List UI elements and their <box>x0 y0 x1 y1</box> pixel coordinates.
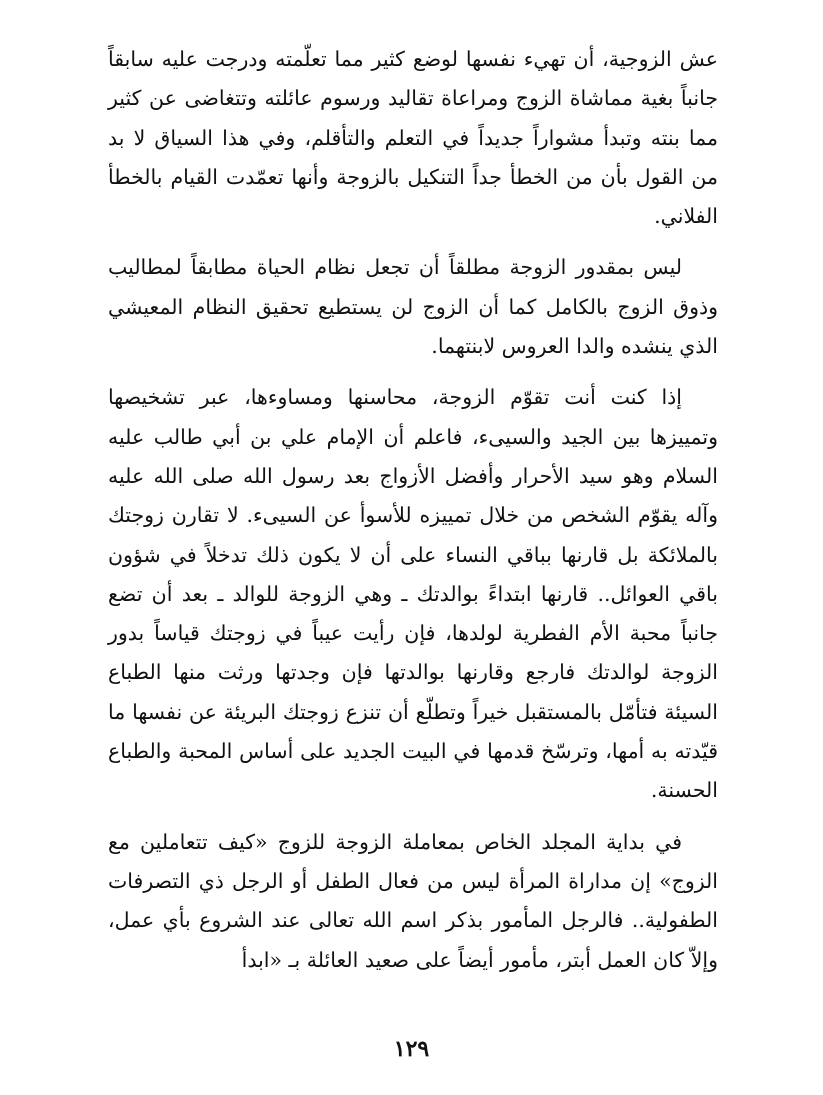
paragraph-2: ليس بمقدور الزوجة مطلقاً أن تجعل نظام الحياة مطابقاً لمطاليب وذوق الزوج بالكامل كما أن الزوج لن يستطيع تحقيق النظام المعيشي الذي ينشده والدا العروس لابنتهما. <box>108 255 718 359</box>
body-text <box>108 40 718 992</box>
page-number: ١٢٩ <box>393 1036 430 1062</box>
paragraph-continuation: عش الزوجية، أن تهيء نفسها لوضع كثير مما تعلّمته ودرجت عليه سابقاً جانباً بغية مماشاة الزوج ومراعاة تقاليد ورسوم عائلته وتتغاضى عن كثير مما بنته وتبدأ مشواراً جديداً في التعلم والتأقلم، وفي هذا السياق لا بد من القول بأن من الخطأ جداً التنكيل بالزوجة وأنها تعمّدت القيام بالخطأ الفلاني. <box>108 47 718 229</box>
paragraph-3: إذا كنت أنت تقوّم الزوجة، محاسنها ومساوءها، عبر تشخيصها وتمييزها بين الجيد والسيىء، فاعلم أن الإمام علي بن أبي طالب عليه السلام وهو سيد الأحرار وأفضل الأزواج بعد رسول الله صلى الله عليه وآله يقوّم الشخص من خلال تمييزه للأسوأ عن السيىء. لا تقارن زوجتك بالملائكة بل قارنها بباقي النساء على أن لا يكون ذلك تدخلاً في شؤون باقي العوائل.. قارنها ابتداءً بوالدتك ـ وهي الزوجة للوالد ـ بعد أن تضع جانباً محبة الأم الفطرية لولدها، فإن رأيت عيباً في زوجتك قياساً بدور الزوجة لوالدتك فارجع وقارنها بوالدتها فإن وجدتها ورثت منها الطباع السيئة فتأمّل بالمستقبل خيراً وتطلّع أن تنزع زوجتك البريئة عن نفسها ما قيّدته به أمها، وترسّخ قدمها في البيت الجديد على أساس المحبة والطباع الحسنة. <box>108 385 718 803</box>
paragraph-4: في بداية المجلد الخاص بمعاملة الزوجة للزوج «كيف تتعاملين مع الزوج» إن مداراة المرأة ليس من فعال الطفل أو الرجل ذي التصرفات الطفولية.. فالرجل المأمور بذكر اسم الله تعالى عند الشروع بأي عمل، وإلاّ كان العمل أبتر، مأمور أيضاً على صعيد العائلة بـ «ابدأ <box>108 829 718 972</box>
